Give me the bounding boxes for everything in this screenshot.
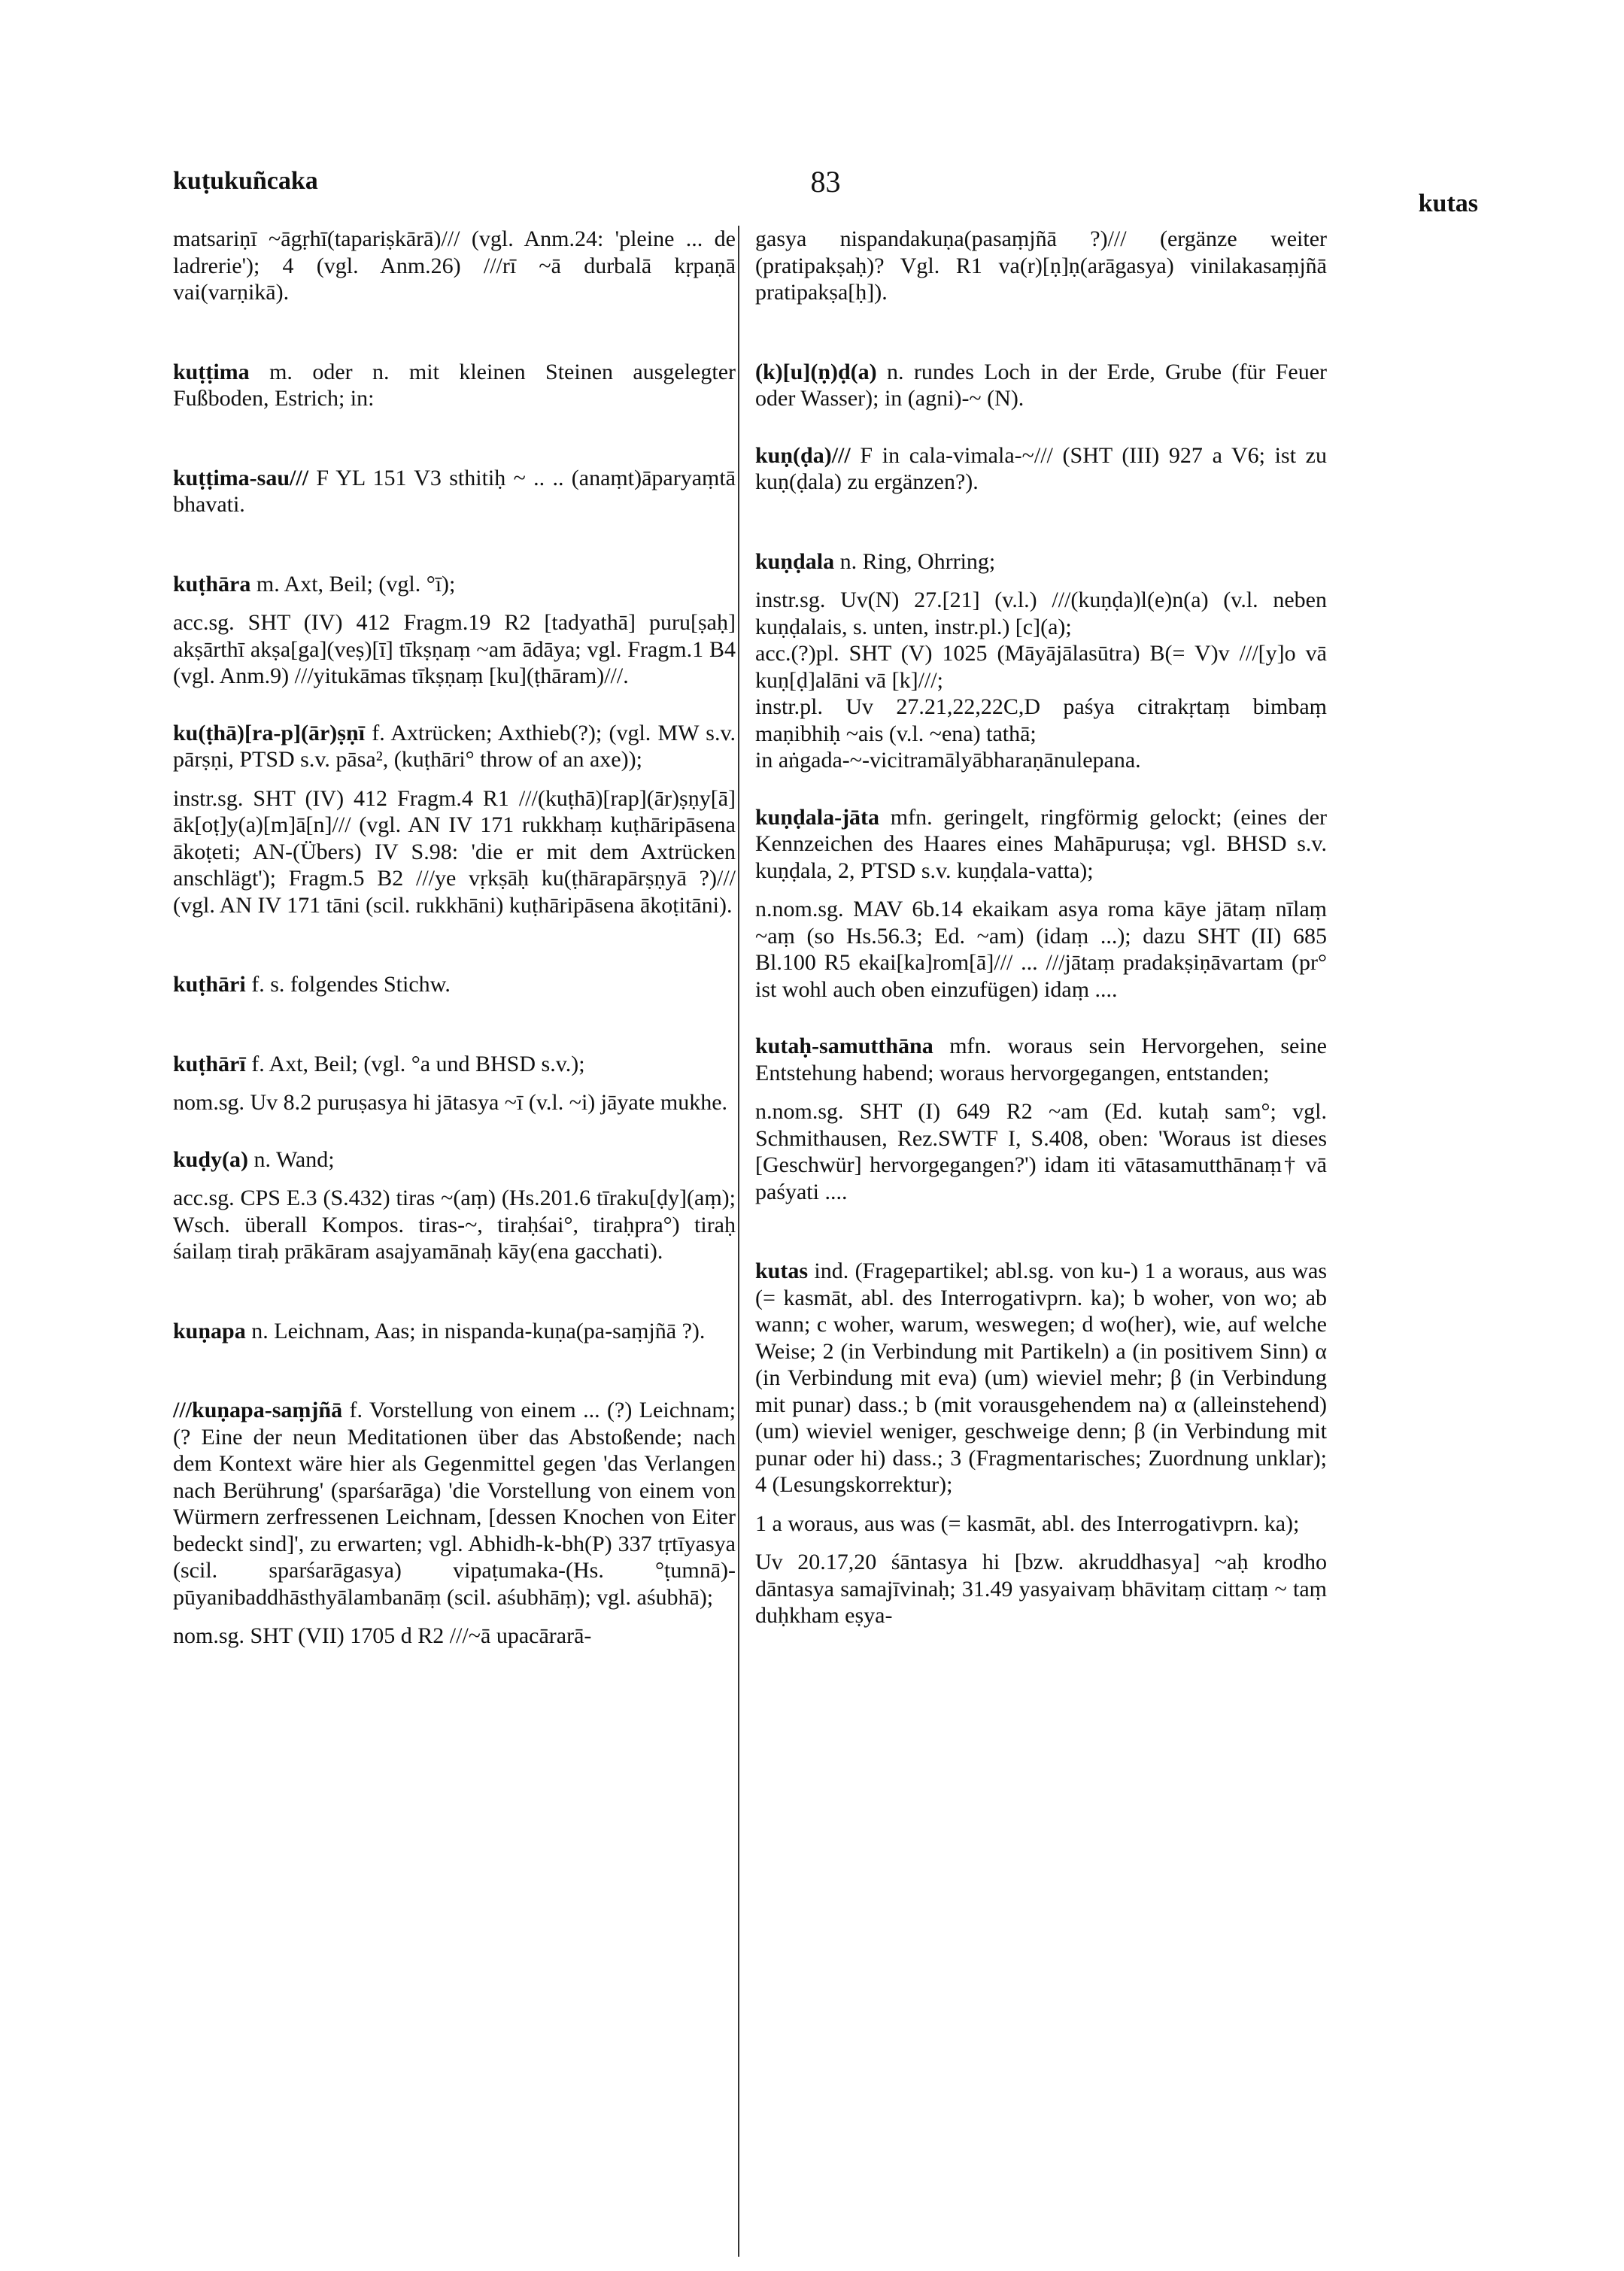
- entry-headword: kutaḥ-samutthāna: [755, 1034, 933, 1058]
- right-column: [755, 226, 1327, 1629]
- entry-text: n.nom.sg. MAV 6b.14 ekaikam asya roma kāye jātaṃ nīlaṃ ~aṃ (so Hs.56.3; Ed. ~am) (idaṃ ...); dazu SHT (II) 685 Bl.100 R5 ekai[ka]rom[ā]/// ... ///jātaṃ pradakṣiṇāvartam (pr° ist wohl auch oben einzufügen) idaṃ ....: [755, 897, 1327, 1002]
- entry-text: acc.sg. SHT (IV) 412 Fragm.19 R2 [tadyathā] puru[ṣaḥ] akṣārthī akṣa[ga](veṣ)[ī] tīkṣṇaṃ ~am ādāya; vgl. Fragm.1 B4 (vgl. Anm.9) ///yitukāmas tīkṣṇaṃ [ku](ṭhāram)///.: [173, 610, 736, 688]
- page-number: 83: [810, 165, 841, 199]
- entry-text: f. Axtrücken; Axthieb(?); (vgl. MW s.v. pārṣṇi, PTSD s.v. pāsa², (kuṭhāri° throw of an axe));: [173, 720, 736, 772]
- entry-text: instr.pl. Uv 27.21,22,22C,D paśya citrakṛtaṃ bimbaṃ maṇibhiḥ ~ais (v.l. ~ena) tathā;: [755, 694, 1327, 746]
- entry-text: mfn. geringelt, ringförmig gelockt; (eines der Kennzeichen des Haares eines Mahāpuruṣa; vgl. BHSD s.v. kuṇḍala, 2, PTSD s.v. kuṇḍala-vatta);: [755, 804, 1328, 883]
- entry-text: n. Wand;: [253, 1146, 335, 1172]
- entry-headword: kuḍy(a): [173, 1146, 249, 1172]
- entry-text: matsariṇī ~āgṛhī(tapariṣkārā)/// (vgl. Anm.24: 'pleine ... de ladrerie'); 4 (vgl. Anm.26) ///rī ~ā durbalā kṛpaṇā vai(varṇikā).: [173, 226, 736, 305]
- dictionary-entry: [755, 1033, 1327, 1086]
- entry-text: 1 a woraus, aus was (= kasmāt, abl. des Interrogativprn. ka);: [755, 1510, 1300, 1536]
- dictionary-entry: [755, 747, 1327, 774]
- header-left-keyword: kuṭukuñcaka: [173, 167, 318, 195]
- entry-headword: kuṇapa: [173, 1318, 246, 1343]
- dictionary-entry: [173, 1146, 736, 1173]
- dictionary-entry: [173, 785, 736, 919]
- entry-text: nom.sg. Uv 8.2 puruṣasya hi jātasya ~ī (v.l. ~i) jāyate mukhe.: [173, 1090, 728, 1115]
- page-header: [173, 165, 1478, 217]
- dictionary-entry: [173, 609, 736, 690]
- header-right-keyword: kutas: [1418, 190, 1478, 217]
- entry-headword: kuṇ(ḍa)///: [755, 442, 851, 468]
- dictionary-entry: [173, 1051, 736, 1078]
- dictionary-entry: [755, 359, 1327, 412]
- dictionary-entry: [173, 1185, 736, 1265]
- entry-text: gasya nispandakuṇa(pasaṃjñā ?)/// (ergänze weiter (pratipakṣaḥ)? Vgl. R1 va(r)[ṇ]ṇ(arāgasya) vinilakasaṃjñā pratipakṣa[ḥ]).: [755, 226, 1327, 305]
- dictionary-entry: [755, 1510, 1327, 1538]
- entry-text: instr.sg. Uv(N) 27.[21] (v.l.) ///(kuṇḍa)l(e)n(a) (v.l. neben kuṇḍalais, s. unten, instr.pl.) [c](a);: [755, 587, 1327, 639]
- entry-text: n. rundes Loch in der Erde, Grube (für Feuer oder Wasser); in (agni)-~ (N).: [755, 359, 1328, 411]
- entry-text: instr.sg. SHT (IV) 412 Fragm.4 R1 ///(kuṭhā)[rap](ār)ṣṇy[ā] āk[oṭ]y(a)[m]ā[n]/// (vgl. AN IV 171 rukkhaṃ kuṭhāripāsena ākoṭeti; AN-(Übers) IV S.98: 'die er mit dem Axtrücken anschlägt'); Fragm.5 B2 ///ye vṛkṣāḥ ku(ṭhārapārṣṇyā ?)/// (vgl. AN IV 171 tāni (scil. rukkhāni) kuṭhāripāsena ākoṭitāni).: [173, 785, 736, 918]
- dictionary-entry: [173, 359, 736, 412]
- entry-text: m. oder n. mit kleinen Steinen ausgelegter Fußboden, Estrich; in:: [173, 359, 736, 411]
- entry-text: ind. (Fragepartikel; abl.sg. von ku-) 1 a woraus, aus was (= kasmāt, abl. des Interrogativprn. ka); b woher, von wo; ab wann; c woher, warum, weswegen; d wo(her), wie, auf welche Weise; 2 (in Verbindung mit Partikeln) a (in positivem Sinn) α (in Verbindung mit eva) (um) wieviel mehr; β (in Verbindung mit punar) dass.; b (mit vorausgehendem na) α (alleinstehend) (um) wieviel weniger, geschweige denn; β (in Verbindung mit punar oder hi) dass.; 3 (Fragmentarisches; Zuordnung unklar); 4 (Lesungskorrektur);: [755, 1258, 1327, 1497]
- entry-headword: (k)[u](ṇ)ḍ(a): [755, 359, 877, 384]
- left-column: [173, 226, 736, 1650]
- dictionary-entry: [755, 1098, 1327, 1205]
- entry-text: n. Leichnam, Aas; in nispanda-kuṇa(pa-saṃjñā ?).: [251, 1318, 706, 1343]
- dictionary-entry: [755, 1258, 1327, 1498]
- entry-text: f. Axt, Beil; (vgl. °a und BHSD s.v.);: [251, 1051, 585, 1076]
- entry-text: in aṅgada-~-vicitramālyābharaṇānulepana.: [755, 748, 1141, 773]
- entry-text: n.nom.sg. SHT (I) 649 R2 ~am (Ed. kutaḥ sam°; vgl. Schmithausen, Rez.SWTF I, S.408, oben: 'Woraus ist dieses [Geschwür] hervorgegangen?') idam iti vātasamutthānaṃ† vā paśyati ....: [755, 1099, 1327, 1204]
- entry-headword: kuṇḍala-jāta: [755, 804, 880, 830]
- dictionary-entry: [173, 1318, 736, 1345]
- entry-text: f. s. folgendes Stichw.: [251, 972, 451, 997]
- dictionary-entry: [755, 694, 1327, 747]
- dictionary-entry: [755, 226, 1327, 306]
- entry-text: Uv 20.17,20 śāntasya hi [bzw. akruddhasya] ~aḥ krodho dāntasya samajīvinaḥ; 31.49 yasyaivaṃ bhāvitaṃ cittaṃ ~ taṃ duḥkham eṣya-: [755, 1550, 1327, 1628]
- entry-text: nom.sg. SHT (VII) 1705 d R2 ///~ā upacārarā-: [173, 1623, 592, 1648]
- dictionary-entry: [755, 548, 1327, 575]
- dictionary-entry: [755, 1549, 1327, 1629]
- dictionary-entry: [173, 971, 736, 998]
- dictionary-entry: [173, 1397, 736, 1611]
- entry-headword: ///kuṇapa-saṃjñā: [173, 1398, 343, 1422]
- dictionary-entry: [755, 587, 1327, 640]
- entry-headword: kutas: [755, 1258, 809, 1283]
- entry-headword: kuṭhāri: [173, 972, 246, 997]
- entry-text: F in cala-vimala-~/// (SHT (III) 927 a V6; ist zu kuṇ(ḍala) zu ergänzen?).: [755, 442, 1328, 494]
- dictionary-entry: [173, 465, 736, 518]
- dictionary-entry: [173, 226, 736, 306]
- entry-headword: kuṭhāra: [173, 571, 251, 597]
- entry-text: acc.sg. CPS E.3 (S.432) tiras ~(aṃ) (Hs.201.6 tīraku[ḍy](aṃ); Wsch. überall Kompos. tiras-~, tiraḥśai°, tiraḥpra°) tiraḥ śailaṃ tiraḥ prākāram asajyamānaḥ kāy(ena gacchati).: [173, 1186, 736, 1264]
- entry-headword: ku(ṭhā)[ra-p](ār)ṣṇī: [173, 720, 365, 745]
- dictionary-entry: [173, 1623, 736, 1650]
- column-divider: [738, 226, 739, 2257]
- entry-text: mfn. woraus sein Hervorgehen, seine Entstehung habend; woraus hervorgegangen, entstanden;: [755, 1034, 1327, 1085]
- entry-text: n. Ring, Ohrring;: [839, 548, 996, 574]
- dictionary-entry: [755, 640, 1327, 694]
- dictionary-entry: [173, 1089, 736, 1116]
- entry-headword: kuṭṭima: [173, 359, 250, 384]
- entry-text: F YL 151 V3 sthitiḥ ~ .. .. (anaṃt)āparyaṃtā bhavati.: [173, 465, 736, 517]
- entry-text: f. Vorstellung von einem ... (?) Leichnam; (? Eine der neun Meditationen über das Abstoßende; nach dem Kontext wäre hier als Gegenmittel gegen 'das Verlangen nach Berührung' (sparśarāga) 'die Vorstellung von einem von Würmern zerfressenen Leichnam, [dessen Knochen von Eiter bedeckt sind]', zu erwarten; vgl. Abhidh-k-bh(P) 337 tṛtīyasya (scil. sparśarāgasya) vipaṭumaka-(Hs. °ṭumnā)-pūyanibaddhāsthyālambanāṃ (scil. aśubhāṃ); vgl. aśubhā);: [173, 1398, 736, 1610]
- entry-text: acc.(?)pl. SHT (V) 1025 (Māyājālasūtra) B(= V)v ///[y]o vā kuṇ[ḍ]alāni vā [k]///;: [755, 641, 1327, 693]
- dictionary-entry: [173, 720, 736, 773]
- dictionary-entry: [755, 804, 1327, 885]
- dictionary-entry: [173, 571, 736, 598]
- dictionary-entry: [755, 896, 1327, 1003]
- entry-headword: kuṇḍala: [755, 548, 835, 574]
- dictionary-entry: [755, 442, 1327, 496]
- entry-headword: kuṭhārī: [173, 1051, 246, 1076]
- entry-headword: kuṭṭima-sau///: [173, 465, 309, 490]
- entry-text: m. Axt, Beil; (vgl. °ī);: [256, 571, 456, 597]
